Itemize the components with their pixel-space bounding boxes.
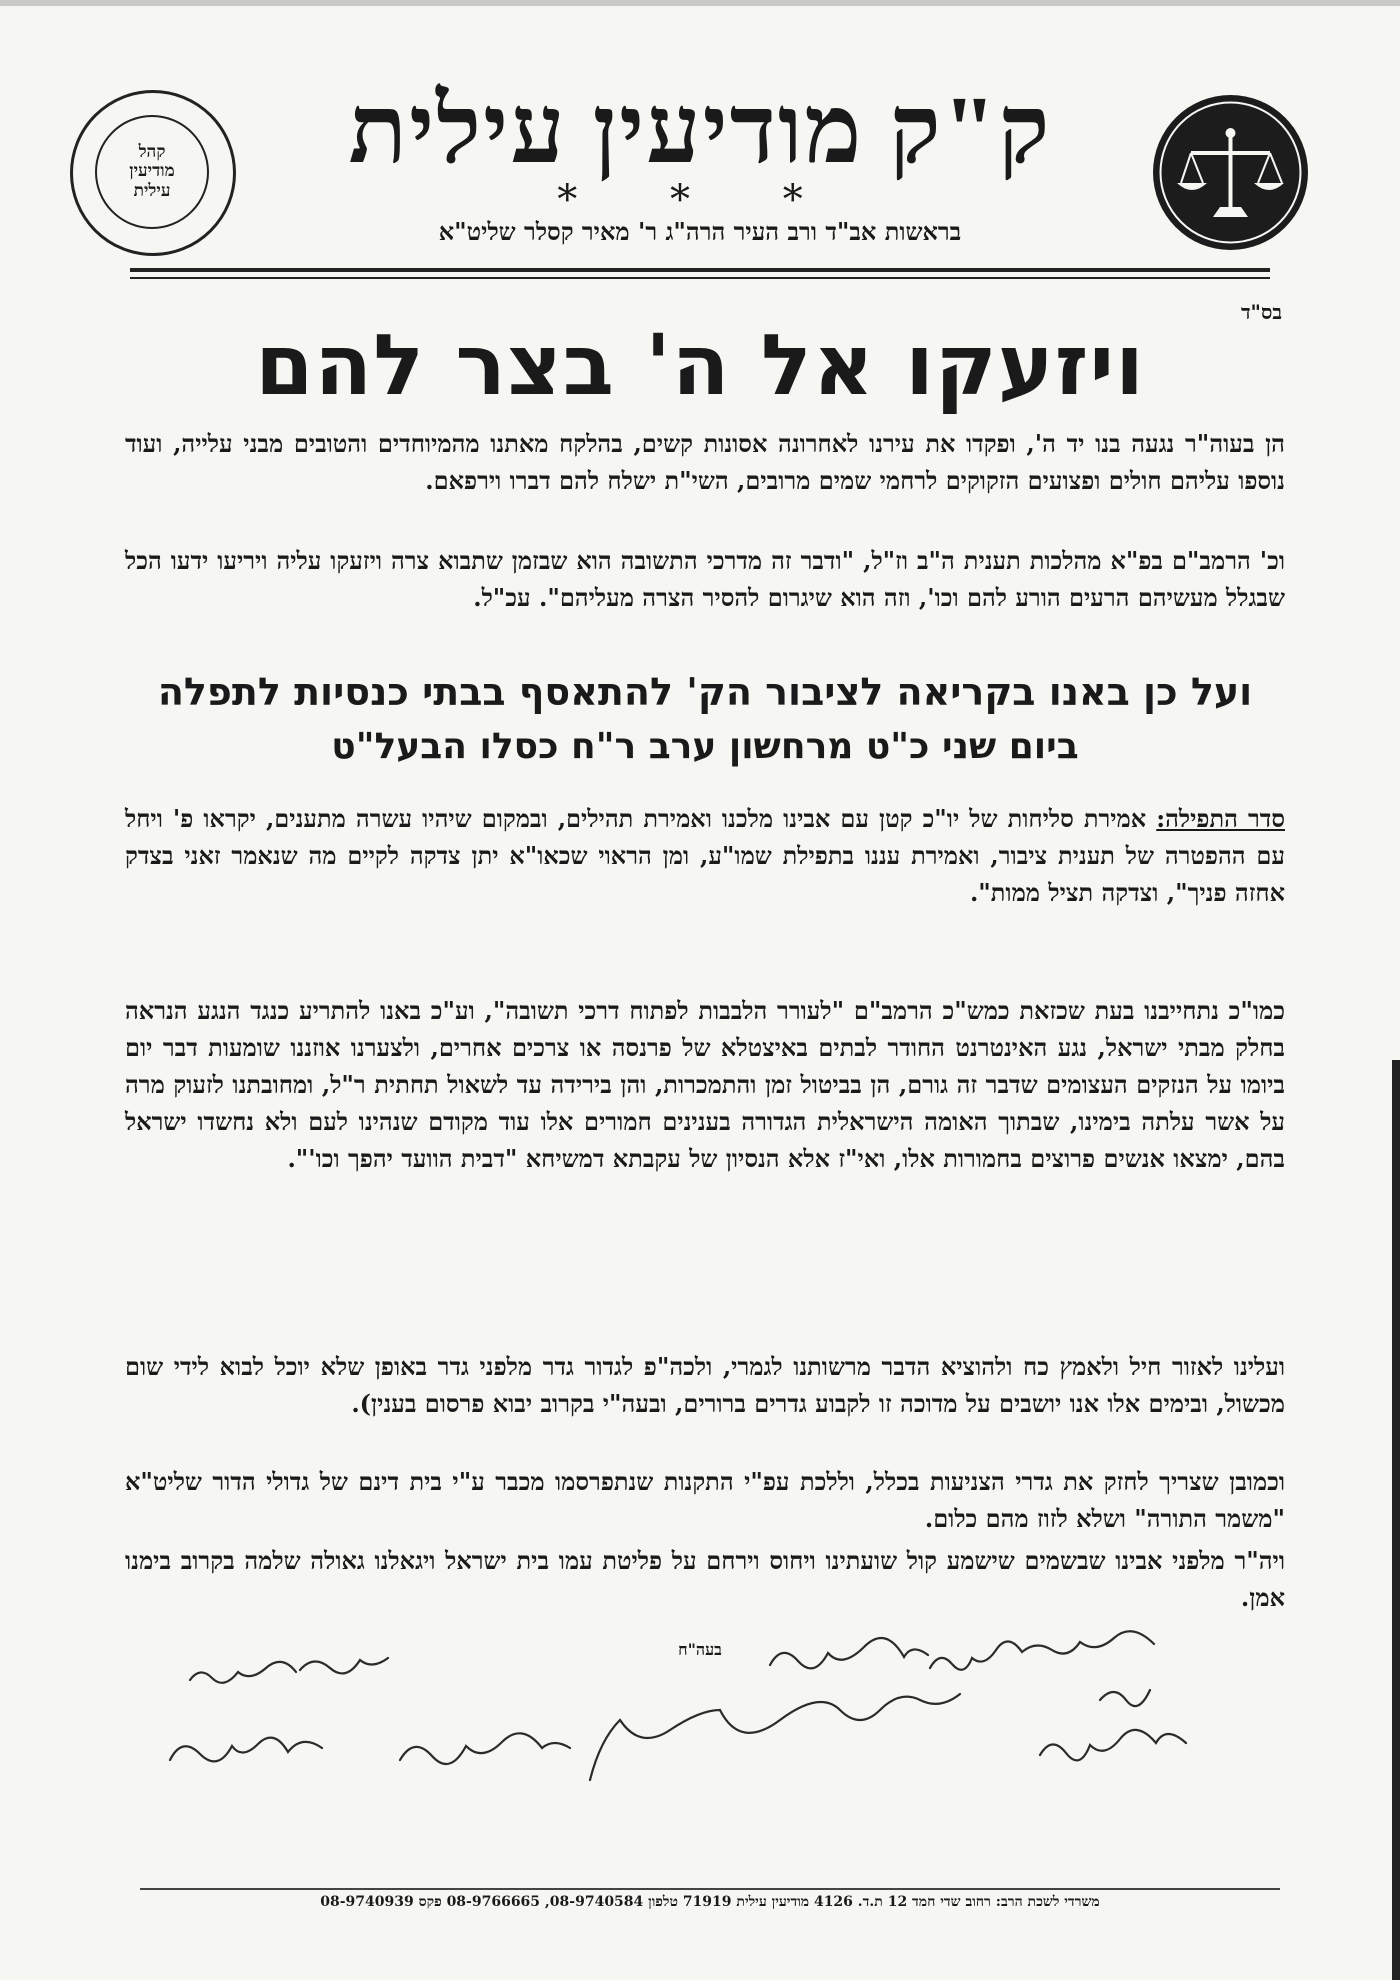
signature-1b — [1100, 1690, 1150, 1706]
callout-line-1: ועל כן באנו בקריאה לציבור הק' להתאסף בבתי כנסיות לתפלה — [157, 670, 1253, 714]
footer-divider — [140, 1888, 1280, 1890]
prayer-order-label: סדר התפילה: — [1156, 804, 1285, 833]
seal-line-1: קהל — [138, 141, 166, 162]
signature-4 — [590, 1694, 960, 1780]
signature-5 — [400, 1733, 570, 1764]
bsd-mark: בס"ד — [1240, 300, 1282, 324]
prayer-order-text: אמירת סליחות של יו"כ קטן עם אבינו מלכנו ואמירת תהילים, ובמקום שיהיו עשרה מתענים, יקראו פ' ויחל עם ההפטרה של תענית ציבור, ואמירת עננו בתפילת שמו"ע, ומן הראוי שכאו"א יתן צדקה לקיים מה שנאמר זאני בצדק אחזה פניך", וצדקה תציל ממות". — [125, 804, 1285, 907]
signature-2 — [1040, 1730, 1186, 1760]
intro-paragraph-2: וכ' הרמב"ם בפ"א מהלכות תענית ה"ב וז"ל, "ודבר זה מדרכי התשובה הוא שבזמן שתבוא צרה ויזעקו עליה ויריעו ידעו הכל שבגלל מעשיהם הרעים הורע להם וכו', וזה הוא שיגרום להסיר הצרה מעליהם". עכ"ל. — [125, 546, 1285, 612]
title-stars: * * * — [557, 177, 843, 223]
callout-line-2: ביום שני כ"ט מרחשון ערב ר"ח כסלו הבעל"ט — [331, 726, 1079, 767]
body-paragraph-3: וכמובן שצריך לחזק את גדרי הצניעות בכלל, וללכת עפ"י התקנות שנתפרסמו מכבר ע"י בית דינם של גדולי הדור שליט"א "משמר התורה" ושלא לזוז מהם כלום. — [125, 1467, 1285, 1533]
signature-6 — [190, 1662, 296, 1683]
headline: ויזעקו אל ה' בצר להם — [255, 316, 1145, 414]
body-paragraph-4: ויה"ר מלפני אבינו שבשמים שישמע קול שועתינו ויחוס וירחם על פליטת עמו בית ישראל ויגאלנו גאולה שלמה בקרוב בימנו אמן. — [125, 1546, 1285, 1612]
signature-7 — [170, 1738, 322, 1762]
signature-6b — [300, 1658, 388, 1673]
rabbi-subtitle: בראשות אב"ד ורב העיר הרה"ג ר' מאיר קסלר שליט"א — [438, 217, 962, 246]
intro-paragraph-1: הן בעוה"ר נגעה בנו יד ה', ופקדו את עירנו לאחרונה אסונות קשים, בהלקח מאתנו מהמיוחדים והטובים מבני עלייה, ועוד נוספו עליהם חולים ופצועים הזקוקים לרחמי שמים מרובים, השי"ת ישלח להם דברו וירפאם. — [125, 429, 1285, 495]
body-paragraph-1: כמו"כ נתחייבנו בעת שכזאת כמש"כ הרמב"ם "לעורר הלבבות לפתוח דרכי תשובה", וע"כ באנו להתריע כנגד הנגע הנראה בחלק מבתי ישראל, נגע האינטרנט החודר לבתים באיצטלא של פרנסה או צרכים אחרים, ולצערנו אוזננו שומעות דבר יום ביומו על הנזקים העצומים שדבר זה גורם, הן בביטול זמן והתמכרות, והן בירידה עד לשאול תחתית ר"ל, ומחובתנו לזעוק מרה על אשר עלתה בימינו, שבתוך האומה הישראלית הגדורה בענינים חמורים אלו עוד מקודם שנהינו לעם ולא נחשדו ישראל בהם, ימצאו אנשים פרוצים בחמורות אלו, ואי"ז אלא הנסיון של עקבתא דמשיחא "דבית הוועד יהפך וכו'". — [125, 996, 1286, 1173]
seal-line-3: עילית — [133, 180, 171, 201]
besiyata-mark: בעה"ח — [678, 1640, 722, 1659]
seal-line-2: מודיעין — [129, 161, 175, 182]
signature-3 — [770, 1638, 928, 1668]
community-title: ק"ק מודיעין עילית — [348, 76, 1052, 183]
body-paragraph-2: ועלינו לאזור חיל ולאמץ כח ולהוציא הדבר מרשותנו לגמרי, ולכה"פ לגדור גדר מלפני גדר באופן שלא יוכל לבוא לידי שום מכשול, ובימים אלו אנו יושבים על מדוכה זו לקבוע גדרים ברורים, ובעה"י בקרוב יבוא פרסום בענין). — [125, 1352, 1285, 1418]
signature-1 — [930, 1631, 1154, 1670]
office-contact-footer: משרדי לשכת הרב: רחוב שדי חמד 12 ת.ד. 4126 מודיעין עילית 71919 טלפון 08-9740584, 08-9766665 פקס 08-9740939 — [320, 1894, 1100, 1910]
